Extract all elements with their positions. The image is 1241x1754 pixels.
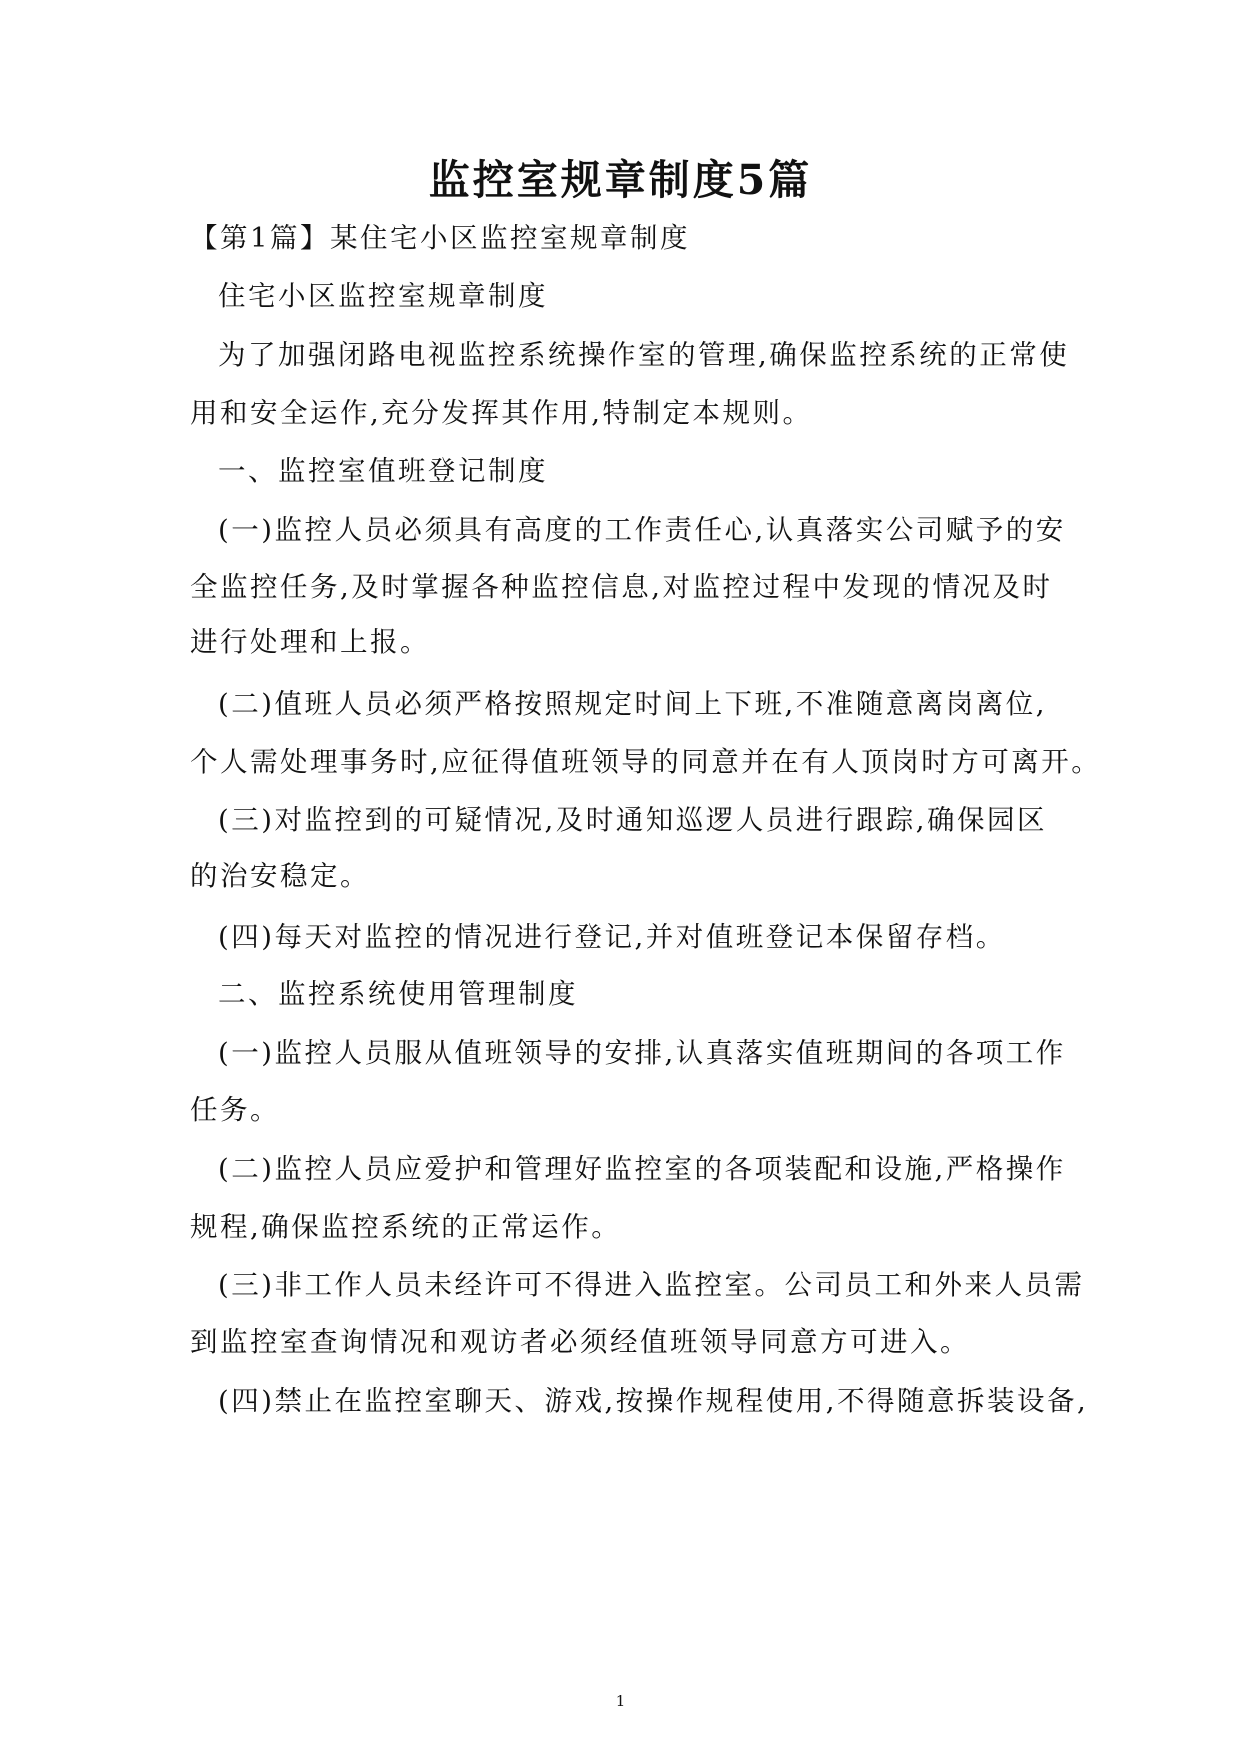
paragraph-line: 全监控任务,及时掌握各种监控信息,对监控过程中发现的情况及时 (190, 571, 1053, 603)
clause-heading: 一、监控室值班登记制度 (218, 455, 548, 487)
document-title: 监控室规章制度5篇 (428, 156, 813, 204)
subheading: 住宅小区监控室规章制度 (218, 280, 548, 312)
paragraph-line: (三)非工作人员未经许可不得进入监控室。公司员工和外来人员需 (218, 1269, 1085, 1301)
paragraph-line: 用和安全运作,充分发挥其作用,特制定本规则。 (190, 397, 813, 429)
paragraph-line: 个人需处理事务时,应征得值班领导的同意并在有人顶岗时方可离开。 (190, 746, 1102, 778)
clause-heading: 二、监控系统使用管理制度 (218, 978, 578, 1010)
paragraph-line: (四)每天对监控的情况进行登记,并对值班登记本保留存档。 (218, 921, 1006, 953)
page-number: 1 (615, 1692, 626, 1710)
paragraph-line: 到监控室查询情况和观访者必须经值班领导同意方可进入。 (190, 1326, 970, 1358)
paragraph-line: (一)监控人员必须具有高度的工作责任心,认真落实公司赋予的安 (218, 514, 1066, 546)
paragraph-line: 的治安稳定。 (190, 860, 370, 892)
section-heading: 【第1篇】某住宅小区监控室规章制度 (190, 222, 690, 254)
paragraph-line: (一)监控人员服从值班领导的安排,认真落实值班期间的各项工作 (218, 1037, 1066, 1069)
paragraph-line: 规程,确保监控系统的正常运作。 (190, 1211, 622, 1243)
paragraph-line: (二)值班人员必须严格按照规定时间上下班,不准随意离岗离位, (218, 688, 1047, 720)
paragraph-line: (四)禁止在监控室聊天、游戏,按操作规程使用,不得随意拆装设备, (218, 1385, 1089, 1417)
paragraph-line: (二)监控人员应爱护和管理好监控室的各项装配和设施,严格操作 (218, 1153, 1066, 1185)
paragraph-line: (三)对监控到的可疑情况,及时通知巡逻人员进行跟踪,确保园区 (218, 804, 1047, 836)
paragraph-line: 为了加强闭路电视监控系统操作室的管理,确保监控系统的正常使 (218, 339, 1070, 371)
paragraph-line: 任务。 (190, 1094, 280, 1126)
paragraph-line: 进行处理和上报。 (190, 626, 430, 658)
